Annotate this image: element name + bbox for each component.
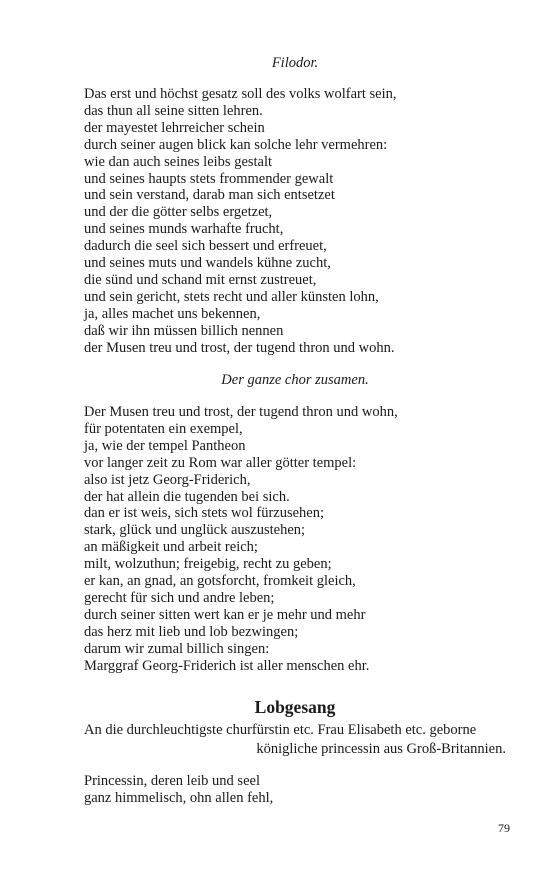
dedication-line-1: An die durchleuchtigste churfürstin etc. Frau Elisabeth etc. geborne [84,722,477,738]
verse-line: also ist jetz Georg-Friderich, [84,471,251,488]
verse-line: der hat allein die tugenden bei sich. [84,488,290,505]
dedication [84,721,506,759]
verse-line: der mayestet lehrreicher schein [84,119,265,136]
verse-line: gerecht für sich und andre leben; [84,589,275,606]
verse-line: und seines muts und wandels kühne zucht, [84,255,331,272]
verse-line: stark, glück und unglück auszustehen; [84,522,306,539]
verse-line: an mäßigkeit und arbeit reich; [84,539,258,556]
verse-line: und seines munds warhafte frucht, [84,221,284,238]
verse-line: und sein verstand, darab man sich entsetzet [84,187,335,204]
verse-line: wie dan auch seines leibs gestalt [84,153,273,170]
verse-line: darum wir zumal billich singen: [84,640,270,657]
verse-line: ja, wie der tempel Pantheon [84,437,246,454]
verse-line: durch seiner augen blick kan solche lehr vermehren: [84,136,388,153]
dedication-line-2: königliche princessin aus Groß-Britannien. [256,741,506,757]
stanza-chorus [84,404,506,675]
verse-line: das herz mit lieb und lob bezwingen; [84,623,299,640]
verse-line: und der die götter selbs ergetzet, [84,204,273,221]
speaker-filodor: Filodor. [271,55,319,71]
verse-line: der Musen treu und trost, der tugend thron und wohn. [84,339,395,356]
verse-line: die sünd und schand mit ernst zustreuet, [84,271,317,288]
verse-line: dadurch die seel sich bessert und erfreuet, [84,238,327,255]
verse-line: ja, alles machet uns bekennen, [84,305,261,322]
page-body [84,0,506,880]
verse-line: ganz himmelisch, ohn allen fehl, [84,789,274,806]
speaker-chorus: Der ganze chor zusamen. [221,372,369,388]
verse-line: durch seiner sitten wert kan er je mehr und mehr [84,606,366,623]
stanza-lobgesang [84,773,506,807]
verse-line: Der Musen treu und trost, der tugend thron und wohn, [84,404,398,420]
stanza-filodor [84,86,506,357]
verse-line: für potentaten ein exempel, [84,420,243,437]
verse-line: vor langer zeit zu Rom war aller götter tempel: [84,454,357,471]
verse-line: Das erst und höchst gesatz soll des volks wolfart sein, [84,86,397,102]
page-number: 79 [498,821,510,835]
verse-line: daß wir ihn müssen billich nennen [84,322,284,339]
verse-line: Princessin, deren leib und seel [84,773,260,789]
verse-line: er kan, an gnad, an gotsforcht, fromkeit gleich, [84,573,356,590]
verse-line: milt, wolzuthun; freigebig, recht zu geben; [84,556,332,573]
section-heading: Lobgesang [254,697,336,717]
verse-line: Marggraf Georg-Friderich ist aller menschen ehr. [84,657,370,674]
verse-line: dan er ist weis, sich stets wol fürzusehen; [84,505,325,522]
verse-line: und sein gericht, stets recht und aller künsten lohn, [84,288,379,305]
verse-line: und seines haupts stets frommender gewalt [84,170,334,187]
verse-line: das thun all seine sitten lehren. [84,102,263,119]
